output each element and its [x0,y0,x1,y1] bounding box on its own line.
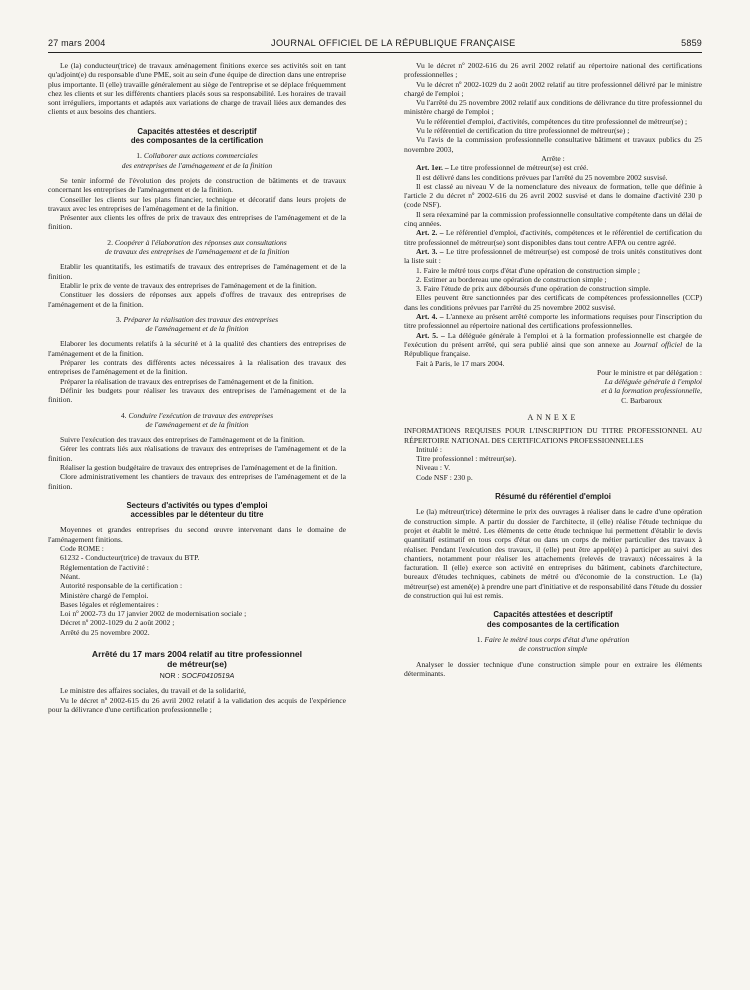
legal-bases-label: Bases légales et réglementaires : [60,599,159,609]
nor-value: SOCF0410519A [181,671,235,681]
article-2 [404,228,702,247]
section-4-title-line2: de l'aménagement et de la finition [145,419,249,429]
right-section-1-number: 1. [476,634,483,644]
decree-title [48,649,346,669]
page-header [48,38,702,48]
capacities-heading-line1: Capacités attestées et descriptif [137,126,257,136]
intro-paragraph: Le (la) conducteur(trice) de travaux aménagement finitions exerce ses activités soit en tant qu'adjoint(e) du responsable d'une PME, soit au sein d'une équipe de direction dans une entreprise plus importante. Il (elle) travaille généralement au siège de l'entreprise et se déplace fréquemment chez les clients et sur les différents chantiers placés sous sa responsabilité. Les horaires de travail sont irréguliers, importants et adaptés aux variations de charge de travail liées aux demandes des clients et aux besoins des chantiers. [48,61,346,117]
paragraph: Il est délivré dans les conditions prévues par l'arrêté du 25 novembre 2002 susvisé. [416,172,668,182]
visa-paragraph: Vu le décret nº 2002-1029 du 2 août 2002 relatif au titre professionnel délivré par le ministre chargé de l'emploi ; [404,79,702,98]
right-section-1-title-line2: de construction simple [518,644,588,654]
right-section-1-heading [404,635,702,654]
section-4-title-line1: Conduire l'exécution de travaux des entreprises [128,410,274,420]
capacities-heading-right [404,610,702,629]
header-page-number: 5859 [681,38,702,48]
capacities-heading-line1: Capacités attestées et descriptif [493,610,613,620]
section-2-heading [48,238,346,257]
paragraph: Etablir le prix de vente de travaux des entreprises de l'aménagement et de la finition. [60,280,317,290]
paragraph: Clore administrativement les chantiers de travaux des entreprises de l'aménagement et de la finition. [48,472,346,491]
visa-paragraph: Vu le décret nº 2002-616 du 26 avril 2002 relatif au répertoire national des certifications professionnelles ; [404,61,702,80]
sectors-heading-line2: accessibles par le détenteur du titre [130,510,264,520]
article-1 [404,163,702,172]
annexe-heading: ANNEXE [527,412,579,422]
visa-paragraph: Vu l'avis de la commission professionnelle consultative bâtiment et travaux publics du 25 novembre 2003, [404,135,702,154]
article-4 [404,312,702,331]
journal-officiel-reference: Journal officiel [633,339,683,349]
unit-item: 1. Faire le métré tous corps d'état d'une opération de construction simple ; [416,265,640,275]
paragraph: Présenter aux clients les offres de prix de travaux des entreprises de l'aménagement et de la finition. [48,213,346,232]
article-3 [404,247,702,266]
paragraph: Analyser le dossier technique d'une construction simple pour en extraire les éléments déterminants. [404,659,702,678]
arrete-label: Arrête : [541,153,565,163]
sectors-heading-line1: Secteurs d'activités ou types d'emploi [126,500,268,510]
resume-heading: Résumé du référentiel d'emploi [495,492,611,502]
section-1-number: 1. [136,151,142,161]
paragraph: Constituer les dossiers de réponses aux appels d'offres de travaux des entreprises de l'aménagement et de la finition. [48,290,346,309]
signatory-name: C. Barbaroux [621,395,662,405]
section-4-heading [48,411,346,430]
nor-label: NOR : [159,671,180,681]
authority-label: Autorité responsable de la certification : [60,581,183,591]
visa-paragraph: Vu le référentiel de certification du titre professionnel de métreur(se) ; [416,126,630,136]
article-2-label: Art. 2. – [416,228,444,238]
right-section-1-title-line1: Faire le métré tous corps d'état d'une opération [484,634,630,644]
decree-title-line1: Arrêté du 17 mars 2004 relatif au titre professionnel [91,649,303,660]
section-2-title-line1: Coopérer à l'élaboration des réponses aux consultations [114,237,287,247]
legal-basis-item: Décret nº 2002-1029 du 2 août 2002 ; [60,618,175,628]
paragraph: Préparer la réalisation de travaux des entreprises de l'aménagement et de la finition. [60,376,314,386]
right-column [404,61,702,714]
paragraph: Définir les budgets pour réaliser les travaux des entreprises de l'aménagement et de la finition. [48,385,346,405]
capacities-heading [48,127,346,146]
section-1-title-line1: Collaborer aux actions commerciales [143,151,258,161]
nor-reference [48,671,346,680]
intitule-label: Intitulé : [416,444,442,454]
rome-value: 61232 - Conducteur(trice) de travaux du BTP. [60,553,200,563]
section-1-title-line2: des entreprises de l'aménagement et de la finition [121,160,273,170]
unit-item: 3. Faire l'étude de prix aux déboursés d'une opération de construction simple. [416,284,651,294]
paragraph: Se tenir informé de l'évolution des projets de construction de bâtiments et de travaux concernant les entreprises de l'aménagement et de la finition. [48,175,346,195]
article-3-label: Art. 3. – [416,246,444,256]
paragraph: Préparer les contrats des différents actes nécessaires à la réalisation des travaux des entreprises de l'aménagement et de la finition. [48,358,346,377]
signature-line: La déléguée générale à l'emploi [604,377,702,387]
section-3-heading [48,315,346,334]
paragraph: Conseiller les clients sur les plans financier, technique et décoratif dans leurs projets de travaux avec les entreprises de l'aménagement et de la finition. [48,194,346,213]
resume-paragraph: Le (la) métreur(trice) détermine le prix des ouvrages à réaliser dans le cadre d'une opération de construction simple. A partir du dossier de l'architecte, il (elle) réalise l'étude technique du projet et établit le métré. Les éléments de cette étude technique lui permettent d'établir le devis quantitatif estimatif en tous corps d'état ou dans un corps de métier particulier des travaux à réaliser. Pendant l'exécution des travaux, il (elle) peut être appelé(e) à participer au suivi des chantiers, notamment pour réaliser les attachements (relevés de travaux) nécessaires à la facturation. Il (elle) exerce son activité en entreprises du bâtiment, cabinets d'architecture, bureaux d'études techniques, cabinets de métré ou d'économie de la construction. Le (la) métreur(se) est amené(e) à prendre une part d'initiative et de responsabilité dans l'étude du dossier de construction qui lui est remis. [404,507,702,601]
article-5-label: Art. 5. – [416,330,445,340]
article-1-text: Le titre professionnel de métreur(se) est créé. [450,163,589,173]
rome-label: Code ROME : [60,544,104,554]
signature-line: et à la formation professionnelle, [601,386,702,396]
section-1-heading [48,151,346,170]
paragraph: Etablir les quantitatifs, les estimatifs de travaux des entreprises de l'aménagement et de la finition. [48,262,346,281]
header-date: 27 mars 2004 [48,38,106,48]
left-column [48,61,346,714]
legal-basis-item: Loi nº 2002-73 du 17 janvier 2002 de modernisation sociale ; [60,609,247,619]
regulation-value: Néant. [60,571,81,581]
visa-paragraph: Vu l'arrêté du 25 novembre 2002 relatif aux conditions de délivrance du titre professionnel du ministère chargé de l'emploi ; [404,98,702,117]
paragraph: Réaliser la gestion budgétaire de travaux des entreprises de l'aménagement et de la finition. [60,462,338,472]
visa-paragraph: Vu le référentiel d'emploi, d'activités, compétences du titre professionnel de métreur(se) ; [416,116,688,126]
article-4-label: Art. 4. – [416,312,444,322]
article-2-text: Le référentiel d'emploi, d'activités, compétences et le référentiel de certification du titre professionnel de métreur(se) sont disponibles dans tout centre AFPA ou centre agréé. [404,228,702,247]
authority-value: Ministère chargé de l'emploi. [60,590,149,600]
columns [48,61,702,714]
unit-item: 2. Estimer au bordereau une opération de construction simple ; [416,274,607,284]
signature-line: Pour le ministre et par délégation : [596,367,702,377]
section-2-title-line2: de travaux des entreprises de l'aménagement et de la finition [104,247,290,257]
section-2-number: 2. [107,237,113,247]
regulation-label: Réglementation de l'activité : [60,562,149,572]
paragraph: Suivre l'exécution des travaux des entreprises de l'aménagement et de la finition. [60,435,305,445]
article-5-text-b: de la République française. [404,339,703,359]
article-3-text: Le titre professionnel de métreur(se) est composé de trois unités constitutives dont la liste suit : [404,246,702,266]
paragraph: Moyennes et grandes entreprises du second œuvre intervenant dans le domaine de l'aménagement finitions. [48,525,346,544]
section-3-title-line2: de l'aménagement et de la finition [145,324,249,334]
section-3-number: 3. [115,314,122,324]
minister-line: Le ministre des affaires sociales, du travail et de la solidarité, [60,686,246,696]
capacities-heading-line2: des composantes de la certification [486,619,620,629]
capacities-heading-line2: des composantes de la certification [130,136,264,146]
titre-professionnel: Titre professionnel : métreur(se). [416,454,517,464]
info-heading: INFORMATIONS REQUISES POUR L'INSCRIPTION DU TITRE PROFESSIONNEL AU RÉPERTOIRE NATIONAL DES CERTIFICATIONS PROFESSIONNELLES [404,426,702,445]
visa-paragraph: Vu le décret nº 2002-615 du 26 avril 2002 relatif à la validation des acquis de l'expérience pour la délivrance d'une certification professionnelle ; [48,695,346,714]
niveau: Niveau : V. [416,463,451,473]
article-1-label: Art. 1er. – [416,163,449,173]
legal-basis-item: Arrêté du 25 novembre 2002. [60,627,150,637]
paragraph: Il est classé au niveau V de la nomenclature des niveaux de formation, telle que définie à l'article 2 du décret nº 2002-616 du 26 avril 2002 susvisé et dans le domaine d'activité 230 p (code NSF). [404,181,702,210]
section-4-number: 4. [120,410,127,420]
article-4-text: L'annexe au présent arrêté comporte les informations requises pour l'inscription du titre professionnel au répertoire national des certifications professionnelles. [404,312,702,331]
decree-title-line2: de métreur(se) [167,659,227,670]
header-title: JOURNAL OFFICIEL DE LA RÉPUBLIQUE FRANÇAISE [271,38,516,48]
paragraph: Elles peuvent être sanctionnées par des certificats de compétences professionnelles (CCP) dans les conditions prévues par l'arrêté du 25 novembre 2002 susvisé. [404,293,702,312]
article-5 [404,331,702,359]
paragraph: Gérer les contrats liés aux réalisations de travaux des entreprises de l'aménagement et de la finition. [48,444,346,463]
code-nsf: Code NSF : 230 p. [416,472,473,482]
header-rule [48,52,702,53]
sectors-heading [48,501,346,520]
signature-date: Fait à Paris, le 17 mars 2004. [416,358,505,368]
paragraph: Il sera réexaminé par la commission professionnelle consultative compétente dans un délai de cinq années. [404,209,702,229]
article-5-text-a: La déléguée générale à l'emploi et à la formation professionnelle est chargée de l'exécution du présent arrêté, qui sera publié ainsi que son annexe au [404,330,702,349]
section-3-title-line1: Préparer la réalisation des travaux des entreprises [123,314,279,324]
paragraph: Elaborer les documents relatifs à la sécurité et à la qualité des chantiers des entreprises de l'aménagement et de la finition. [48,339,346,358]
